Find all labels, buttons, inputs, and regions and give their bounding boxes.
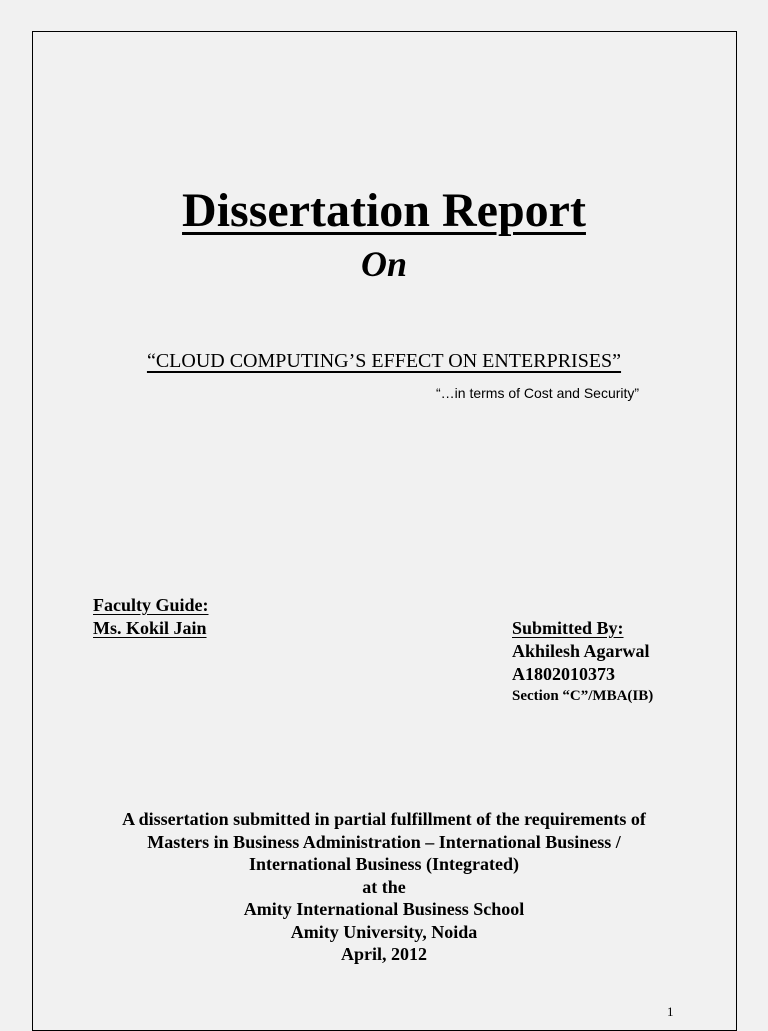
document-title-text: Dissertation Report — [182, 184, 586, 237]
statement-line: International Business (Integrated) — [248, 854, 519, 874]
submitted-by-heading: Submitted By: — [512, 618, 624, 638]
page-number: 1 — [667, 1004, 674, 1019]
dissertation-statement — [0, 808, 768, 966]
statement-line: Masters in Business Administration – International Business / — [147, 831, 621, 852]
dissertation-topic — [0, 348, 768, 374]
student-section: Section “C”/MBA(IB) — [512, 688, 654, 704]
statement-line: at the — [362, 876, 406, 897]
dissertation-subtopic: “…in terms of Cost and Security” — [436, 385, 640, 401]
document-title — [0, 180, 768, 242]
statement-line: A dissertation submitted in partial fulfillment of the requirements of — [122, 809, 646, 829]
statement-line: Amity University, Noida — [290, 921, 478, 942]
faculty-guide-name: Ms. Kokil Jain — [93, 618, 207, 638]
faculty-guide-heading: Faculty Guide: — [93, 595, 209, 615]
faculty-guide-block — [93, 594, 209, 640]
dissertation-topic-text: “CLOUD COMPUTING’S EFFECT ON ENTERPRISES” — [146, 350, 622, 372]
student-roll-number: A1802010373 — [512, 664, 615, 684]
submitted-by-block — [512, 617, 653, 706]
statement-line: Amity International Business School — [243, 899, 525, 919]
statement-line: April, 2012 — [340, 944, 427, 964]
student-name: Akhilesh Agarwal — [512, 641, 650, 661]
title-on: On — [360, 244, 408, 284]
